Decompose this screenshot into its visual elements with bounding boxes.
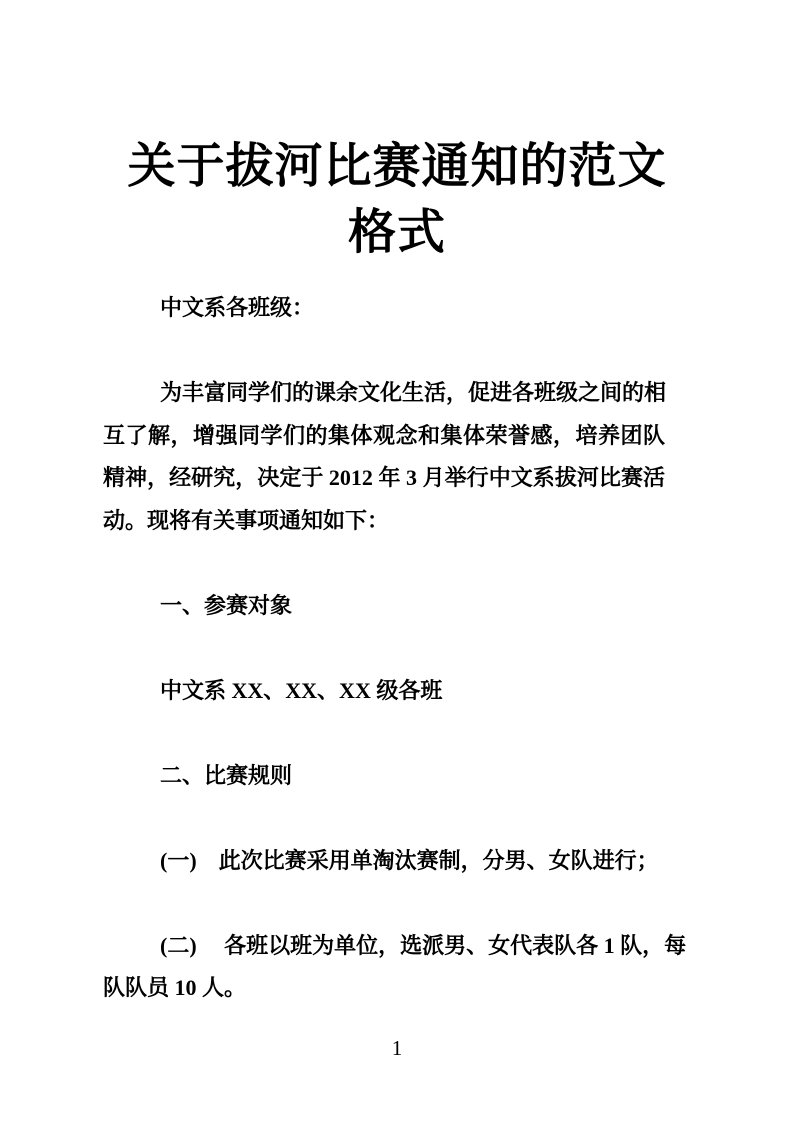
- text-line: 二、比赛规则: [160, 762, 293, 788]
- title-line-1: 关于拔河比赛通知的范文: [127, 140, 667, 193]
- text-line: 中文系 XX、XX、XX 级各班: [160, 677, 443, 703]
- text-line: 为丰富同学们的课余文化生活，促进各班级之间的相: [160, 380, 667, 405]
- title-line-2: 格式: [347, 206, 446, 259]
- paragraph: [103, 670, 665, 713]
- document-title: [0, 134, 794, 266]
- text-line: 互了解，增强同学们的集体观念和集体荣誉感，培养团队: [103, 422, 665, 448]
- page-number: 1: [391, 1036, 403, 1060]
- text-line: (二) 各班以班为单位，选派男、女代表队各 1 队，每: [160, 932, 687, 958]
- text-line: 中文系各班级：: [160, 295, 315, 320]
- text-line: 动。现将有关事项通知如下：: [103, 507, 390, 533]
- text-line: 一、参赛对象: [160, 592, 293, 618]
- paragraph: [103, 755, 665, 798]
- text-line: 精神，经研究，决定于 2012 年 3 月举行中文系拔河比赛活: [103, 465, 665, 490]
- paragraph: [103, 840, 665, 883]
- paragraph: [103, 925, 687, 1010]
- paragraph: [103, 585, 665, 628]
- text-line: 队队员 10 人。: [103, 975, 247, 1000]
- paragraph: [103, 372, 665, 542]
- document-body: [103, 287, 687, 1010]
- text-line: (一) 此次比赛采用单淘汰赛制，分男、女队进行；: [160, 847, 659, 873]
- paragraph: [103, 287, 665, 330]
